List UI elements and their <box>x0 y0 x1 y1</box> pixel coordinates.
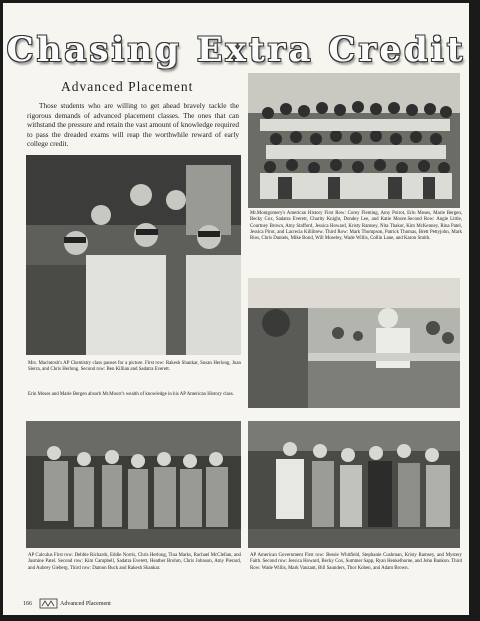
chemistry-caption: Mrs. Macintosh's AP Chemistry class pauses for a picture. First row: Rakesh Shankar, Susan Herlong, Juan Sierra, and Chris Herlong. Second row: Ben Killian and Sadatra Everett. <box>28 361 241 373</box>
page-number: 166 <box>23 601 32 607</box>
yearbook-page <box>3 3 469 615</box>
history-group-photo <box>248 73 460 208</box>
page-title: Chasing Extra Credit <box>6 30 466 70</box>
classroom-photo <box>248 278 460 408</box>
history-group-caption: Mr.Montgomery's American History First Row: Corey Fleming, Amy Poirot, Erin Moses, Marie Bergen, Becky Cox, Sadatra Everett, Charity Knight, Dondey Lee, and Katie Moore.Second Row: Angie Little, Courtney Brown, Amy Stafford, Jessica Howard, Kristy Ramsey, Nita Thakor, Kim McKenney, Rina Patel, Jessica Pirot, and Lacrecia Killibrew. Third Row: Mark Thompson, Patrick Thomas, Brett Pettyjohn, Mark Rios, Chris Daniels, Mike Bond, Will Moseley, Wade Willis, Collin Lane, and Karon Smith. <box>250 211 462 242</box>
calculus-group-photo <box>26 421 241 548</box>
government-caption: AP American Government First row: Bessie Whitfield, Stephanie Cushman, Kristy Ramsey, and Mystery Faith. Second row: Jessica Howard, Becky Cox, Summer Sapp, Ryan Henkelhorne, and John Bankon. Third Row: Wade Willis, Mark Vanzant, Bill Saunders, Thor Kohen, and Adam Brown. <box>250 553 462 571</box>
intro-paragraph: Those students who are willing to get ahead bravely tackle the rigorous demands of advanced placement classes. The ones that can withstand the pressure and retain the vast amount of knowledge required to pass the dreaded exams will reap the worthwhile reward of early college credit. <box>27 101 239 148</box>
chemistry-class-photo <box>26 155 241 355</box>
government-group-photo <box>248 421 460 548</box>
section-subhead: Advanced Placement <box>61 79 194 94</box>
footer-section-name: Advanced Placement <box>60 601 111 607</box>
calculus-caption: AP Calculus First row: Debbie Richards, Eddie Norris, Chris Herlong, Tina Marks, Rachael McClellan, and Jasmine Patel. Second row: Kim Campbell, Sadatra Everett, Heather Brohm, Chris Johnson, Amy Pierard, and Aubrey Gieberg. Third row: Damon Buck and Rakesh Shankar. <box>28 553 241 571</box>
school-logo-icon <box>39 598 58 609</box>
classroom-caption: Erin Moses and Marie Bergen absorb Mr.Moorr's wealth of knowledge in his AP American History class. <box>28 392 234 397</box>
